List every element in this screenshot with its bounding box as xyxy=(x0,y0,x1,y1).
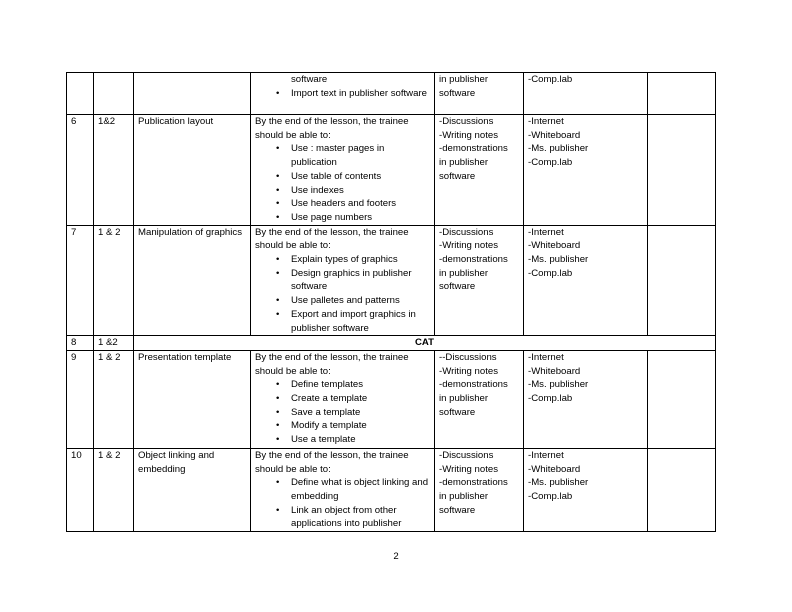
cell-line: -Internet xyxy=(528,449,564,461)
objectives-intro: By the end of the lesson, the trainee should be able to: xyxy=(255,449,409,475)
resources-cell xyxy=(524,448,648,531)
objective-item: • Export and import graphics in publisher software xyxy=(291,308,430,335)
resources-cell xyxy=(524,225,648,336)
week-cell: 6 xyxy=(67,115,94,226)
objective-item: • Link an object from other applications into publisher xyxy=(291,504,430,531)
remarks-cell xyxy=(648,73,716,115)
resources-cell xyxy=(524,115,648,226)
table-row xyxy=(67,350,716,448)
cell-line: software xyxy=(439,170,476,182)
objectives-list xyxy=(255,253,430,335)
cell-line: software xyxy=(439,406,476,418)
cell-line: -Comp.lab xyxy=(528,157,573,169)
cell-line: -Comp.lab xyxy=(528,393,573,405)
topic-cell: Presentation template xyxy=(134,350,251,448)
cell-line: software xyxy=(439,87,476,99)
topic-cell: Publication layout xyxy=(134,115,251,226)
objectives-cell xyxy=(251,225,435,336)
resources-cell xyxy=(524,350,648,448)
remarks-cell xyxy=(648,350,716,448)
cell-line: in publisher xyxy=(439,157,489,169)
week-cell: 7 xyxy=(67,225,94,336)
cell-line: -Internet xyxy=(528,226,564,238)
objectives-intro: By the end of the lesson, the trainee should be able to: xyxy=(255,351,409,377)
activities-cell xyxy=(435,448,524,531)
objectives-cell xyxy=(251,115,435,226)
cell-line: -demonstrations xyxy=(439,143,508,155)
cell-line: in publisher xyxy=(439,267,489,279)
cell-line: -Discussions xyxy=(439,449,494,461)
activities-cell xyxy=(435,225,524,336)
cell-line: -Internet xyxy=(528,116,564,127)
objective-item: • Design graphics in publisher software xyxy=(291,267,430,294)
lesson-cell: 1 & 2 xyxy=(94,350,134,448)
table-row xyxy=(67,448,716,531)
cell-line: -Comp.lab xyxy=(528,74,573,85)
cell-line: -Writing notes xyxy=(439,365,499,377)
objectives-list xyxy=(255,73,430,100)
table-row xyxy=(67,225,716,336)
remarks-cell xyxy=(648,448,716,531)
cell-line: -Discussions xyxy=(439,116,494,127)
objectives-list xyxy=(255,378,430,447)
activities-cell xyxy=(435,73,524,115)
cell-line: -Comp.lab xyxy=(528,267,573,279)
table-row xyxy=(67,73,716,115)
cell-line: -Ms. publisher xyxy=(528,477,589,489)
objective-item: • Save a template xyxy=(291,406,430,420)
week-cell: 9 xyxy=(67,350,94,448)
cell-line: software xyxy=(439,281,476,293)
activities-cell xyxy=(435,350,524,448)
objective-item: • Use page numbers xyxy=(291,211,430,225)
objective-item: • Create a template xyxy=(291,392,430,406)
cell-line: -Ms. publisher xyxy=(528,143,589,155)
week-cell xyxy=(67,73,94,115)
objective-item: • Use palletes and patterns xyxy=(291,294,430,308)
cell-line: -Writing notes xyxy=(439,463,499,475)
objective-item: • Use indexes xyxy=(291,184,430,198)
objectives-intro: By the end of the lesson, the trainee should be able to: xyxy=(255,116,409,141)
cell-line: -Ms. publisher xyxy=(528,254,589,266)
resources-cell xyxy=(524,73,648,115)
scheme-of-work-table xyxy=(66,72,716,532)
cell-line: software xyxy=(439,504,476,516)
lesson-cell xyxy=(94,73,134,115)
cell-line: -Writing notes xyxy=(439,129,499,141)
topic-cell: Object linking and embedding xyxy=(134,448,251,531)
activities-cell xyxy=(435,115,524,226)
cell-line: -Whiteboard xyxy=(528,240,581,252)
objective-item: • Use headers and footers xyxy=(291,197,430,211)
week-cell: 8 xyxy=(67,336,94,351)
lesson-cell: 1 &2 xyxy=(94,336,134,351)
cell-line: -Writing notes xyxy=(439,240,499,252)
cell-line: -Whiteboard xyxy=(528,129,581,141)
objective-item: • Use table of contents xyxy=(291,170,430,184)
objective-item: • Modify a template xyxy=(291,419,430,433)
objectives-list xyxy=(255,142,430,224)
objectives-intro: By the end of the lesson, the trainee should be able to: xyxy=(255,226,409,252)
lesson-cell: 1&2 xyxy=(94,115,134,226)
cell-line: in publisher xyxy=(439,393,489,405)
week-cell: 10 xyxy=(67,448,94,531)
objective-item: • Define templates xyxy=(291,378,430,392)
page-number: 2 xyxy=(393,551,399,562)
cell-line: -Whiteboard xyxy=(528,463,581,475)
table-row xyxy=(67,115,716,226)
cat-row xyxy=(67,336,716,351)
objectives-cell xyxy=(251,73,435,115)
objective-item: • Import text in publisher software xyxy=(291,87,430,101)
topic-cell xyxy=(134,73,251,115)
remarks-cell xyxy=(648,115,716,226)
objective-item: software xyxy=(291,74,328,85)
cat-label: CAT xyxy=(134,336,716,351)
cell-line: -Whiteboard xyxy=(528,365,581,377)
remarks-cell xyxy=(648,225,716,336)
cell-line: in publisher xyxy=(439,74,489,85)
cell-line: -demonstrations xyxy=(439,477,508,489)
cell-line: -Discussions xyxy=(439,226,494,238)
cell-line: in publisher xyxy=(439,491,489,503)
lesson-cell: 1 & 2 xyxy=(94,225,134,336)
cell-line: -demonstrations xyxy=(439,254,508,266)
objective-item: • Use : master pages in publication xyxy=(291,142,430,169)
objective-item: • Explain types of graphics xyxy=(291,253,430,267)
cell-line: -Ms. publisher xyxy=(528,379,589,391)
objectives-cell xyxy=(251,448,435,531)
objectives-list xyxy=(255,476,430,531)
objective-item: • Use a template xyxy=(291,433,430,447)
objectives-cell xyxy=(251,350,435,448)
cell-line: -Internet xyxy=(528,351,564,363)
objective-item: • Define what is object linking and embedding xyxy=(291,476,430,503)
cell-line: -Comp.lab xyxy=(528,491,573,503)
cell-line: --Discussions xyxy=(439,351,497,363)
cell-line: -demonstrations xyxy=(439,379,508,391)
lesson-cell: 1 & 2 xyxy=(94,448,134,531)
topic-cell: Manipulation of graphics xyxy=(134,225,251,336)
